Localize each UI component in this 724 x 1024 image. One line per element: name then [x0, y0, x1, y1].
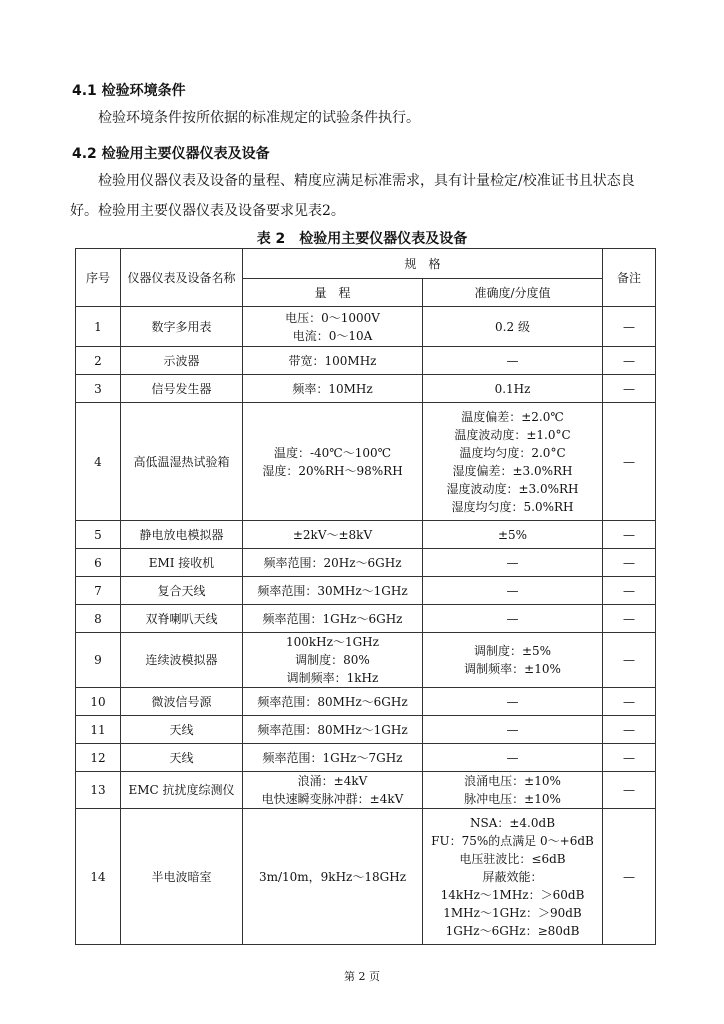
cell-note: — [603, 521, 656, 549]
cell-range [243, 605, 423, 633]
cell-accuracy [423, 403, 603, 521]
table-row [76, 633, 656, 688]
cell-name: 数字多用表 [121, 307, 243, 347]
range-line: 调制度：80% [295, 653, 370, 667]
cell-range [243, 744, 423, 772]
cell-note: — [603, 633, 656, 688]
cell-accuracy [423, 521, 603, 549]
range-line: 3m/10m，9kHz～18GHz [258, 869, 407, 884]
table-row [76, 577, 656, 605]
header-spec: 规 格 [243, 249, 603, 279]
cell-accuracy [423, 347, 603, 375]
cell-name: 高低温湿热试验箱 [121, 403, 243, 521]
range-line: 频率范围：80MHz～6GHz [257, 694, 408, 709]
cell-note: — [603, 577, 656, 605]
table-row [76, 716, 656, 744]
table-row [76, 772, 656, 809]
range-line: 频率范围：1GHz～6GHz [262, 611, 403, 626]
accuracy-line: 温度波动度：±1.0°C [454, 427, 571, 442]
cell-accuracy [423, 744, 603, 772]
cell-name: EMI 接收机 [121, 549, 243, 577]
cell-name: 复合天线 [121, 577, 243, 605]
cell-seq: 13 [76, 772, 121, 809]
range-line: 湿度：20%RH～98%RH [262, 463, 403, 478]
table-row [76, 549, 656, 577]
accuracy-line: — [506, 555, 519, 570]
table-row [76, 688, 656, 716]
table-row [76, 307, 656, 347]
cell-range [243, 403, 423, 521]
table-row [76, 347, 656, 375]
cell-name: 连续波模拟器 [121, 633, 243, 688]
accuracy-line: 14kHz～1MHz：＞60dB [440, 887, 585, 902]
cell-name: 示波器 [121, 347, 243, 375]
table-row [76, 403, 656, 521]
accuracy-line: 1GHz～6GHz：≥80dB [445, 923, 580, 938]
range-line: 电压：0～1000V [285, 310, 380, 325]
cell-seq: 2 [76, 347, 121, 375]
cell-range [243, 577, 423, 605]
range-line: 温度：-40℃～100℃ [273, 445, 392, 460]
page-number: 第 2 页 [344, 970, 380, 983]
cell-note: — [603, 772, 656, 809]
accuracy-line: 湿度偏差：±3.0%RH [452, 463, 573, 478]
cell-seq: 3 [76, 375, 121, 403]
range-line: 电快速瞬变脉冲群：±4kV [261, 792, 404, 806]
cell-note: — [603, 347, 656, 375]
accuracy-line: 调制度：±5% [473, 644, 552, 658]
cell-accuracy [423, 605, 603, 633]
table-caption: 表 2 检验用主要仪器仪表及设备 [256, 231, 468, 247]
accuracy-line: 温度均匀度：2.0°C [459, 445, 566, 460]
cell-name: 静电放电模拟器 [121, 521, 243, 549]
table-row [76, 605, 656, 633]
range-line: 电流：0～10A [292, 328, 373, 343]
table-row [76, 744, 656, 772]
cell-seq: 10 [76, 688, 121, 716]
accuracy-line: — [506, 750, 519, 765]
section-4-2-heading: 4.2 检验用主要仪器仪表及设备 [72, 146, 270, 162]
table-row [76, 375, 656, 403]
accuracy-line: ±5% [497, 527, 528, 542]
accuracy-line: 浪涌电压：±10% [464, 774, 561, 788]
cell-note: — [603, 549, 656, 577]
cell-range [243, 521, 423, 549]
range-line: 频率范围：80MHz～1GHz [257, 722, 408, 737]
cell-seq: 4 [76, 403, 121, 521]
cell-range [243, 307, 423, 347]
cell-name: 天线 [121, 716, 243, 744]
header-note: 备注 [603, 249, 656, 307]
cell-note: — [603, 375, 656, 403]
cell-seq: 9 [76, 633, 121, 688]
cell-accuracy [423, 809, 603, 945]
cell-name: 天线 [121, 744, 243, 772]
cell-name: 双脊喇叭天线 [121, 605, 243, 633]
header-seq: 序号 [76, 249, 121, 307]
accuracy-line: — [506, 694, 519, 709]
cell-accuracy [423, 375, 603, 403]
range-line: 100kHz～1GHz [286, 635, 379, 649]
cell-note: — [603, 688, 656, 716]
section-4-1-text: 检验环境条件按所依据的标准规定的试验条件执行。 [98, 110, 420, 126]
section-4-1-heading: 4.1 检验环境条件 [72, 83, 186, 99]
range-line: 浪涌：±4kV [297, 774, 368, 788]
range-line: ±2kV～±8kV [292, 527, 373, 542]
cell-seq: 6 [76, 549, 121, 577]
cell-note: — [603, 307, 656, 347]
accuracy-line: 0.1Hz [494, 381, 531, 396]
range-line: 频率范围：30MHz～1GHz [257, 583, 408, 598]
accuracy-line: 湿度波动度：±3.0%RH [446, 481, 579, 496]
cell-range [243, 347, 423, 375]
cell-seq: 14 [76, 809, 121, 945]
range-line: 带宽：100MHz [288, 353, 377, 368]
cell-seq: 7 [76, 577, 121, 605]
range-line: 频率范围：20Hz～6GHz [263, 555, 402, 570]
cell-seq: 5 [76, 521, 121, 549]
equipment-table [75, 248, 656, 945]
cell-range [243, 809, 423, 945]
cell-name: EMC 抗扰度综测仪 [121, 772, 243, 809]
accuracy-line: 调制频率：±10% [464, 662, 561, 676]
cell-note: — [603, 744, 656, 772]
accuracy-line: 电压驻波比：≤6dB [459, 851, 566, 866]
accuracy-line: 0.2 级 [495, 319, 530, 334]
cell-range [243, 375, 423, 403]
accuracy-line: — [506, 583, 519, 598]
range-line: 频率范围：1GHz～7GHz [262, 750, 403, 765]
accuracy-line: 1MHz～1GHz：＞90dB [443, 905, 582, 920]
range-line: 调制频率：1kHz [286, 671, 379, 685]
cell-seq: 11 [76, 716, 121, 744]
cell-note: — [603, 403, 656, 521]
header-range: 量 程 [243, 279, 423, 307]
cell-accuracy [423, 772, 603, 809]
cell-name: 半电波暗室 [121, 809, 243, 945]
accuracy-line: FU：75%的点满足 0～+6dB [431, 833, 594, 848]
accuracy-line: — [506, 722, 519, 737]
cell-accuracy [423, 716, 603, 744]
cell-range [243, 772, 423, 809]
cell-accuracy [423, 688, 603, 716]
cell-accuracy [423, 577, 603, 605]
accuracy-line: — [506, 353, 519, 368]
header-name: 仪器仪表及设备名称 [121, 249, 243, 307]
table-row [76, 521, 656, 549]
accuracy-line: — [506, 611, 519, 626]
cell-range [243, 633, 423, 688]
accuracy-line: 屏蔽效能： [482, 869, 543, 884]
accuracy-line: NSA：±4.0dB [469, 815, 556, 830]
cell-note: — [603, 605, 656, 633]
range-line: 频率：10MHz [292, 381, 373, 396]
accuracy-line: 脉冲电压：±10% [464, 792, 561, 806]
cell-seq: 1 [76, 307, 121, 347]
section-4-2-text: 检验用仪器仪表及设备的量程、精度应满足标准需求，具有计量检定/校准证书且状态良好。检验用主要仪器仪表及设备要求见表2。 [70, 173, 635, 219]
header-accuracy: 准确度/分度值 [423, 279, 603, 307]
cell-accuracy [423, 307, 603, 347]
cell-accuracy [423, 633, 603, 688]
cell-seq: 12 [76, 744, 121, 772]
cell-range [243, 716, 423, 744]
cell-range [243, 688, 423, 716]
cell-note: — [603, 809, 656, 945]
cell-note: — [603, 716, 656, 744]
cell-name: 信号发生器 [121, 375, 243, 403]
cell-accuracy [423, 549, 603, 577]
cell-name: 微波信号源 [121, 688, 243, 716]
table-row [76, 809, 656, 945]
cell-range [243, 549, 423, 577]
cell-seq: 8 [76, 605, 121, 633]
accuracy-line: 温度偏差：±2.0℃ [461, 409, 564, 424]
accuracy-line: 湿度均匀度：5.0%RH [451, 499, 574, 514]
